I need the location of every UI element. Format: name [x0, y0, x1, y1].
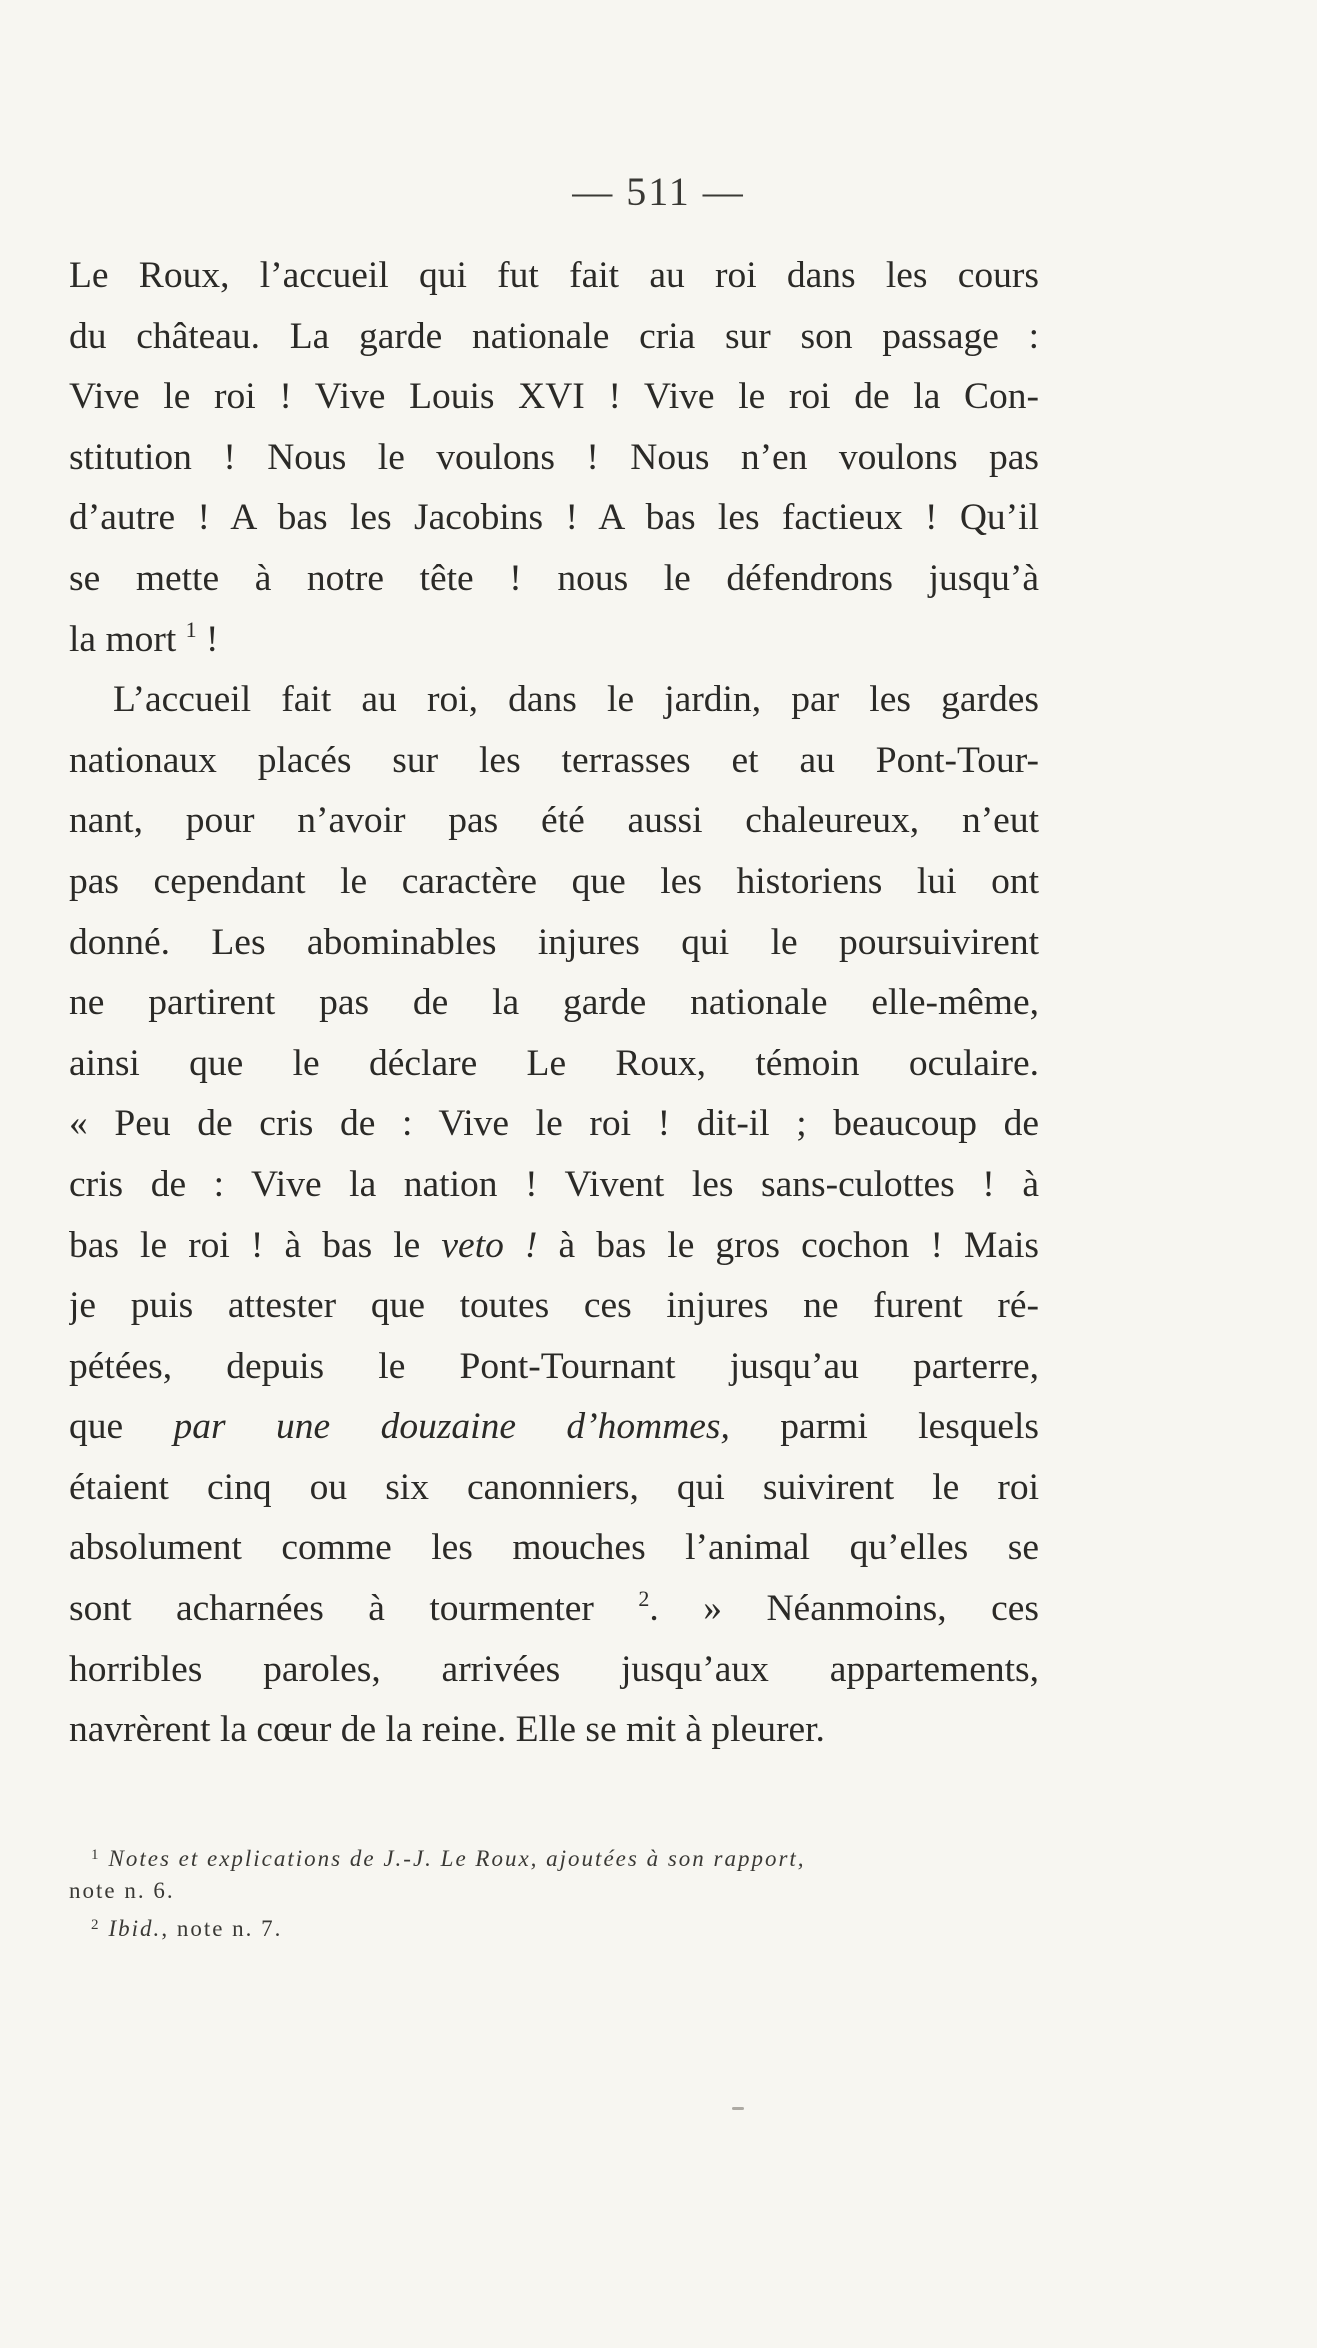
- text-segment: sont acharnées à tourmenter: [69, 1588, 639, 1630]
- text-line: [69, 1700, 1039, 1761]
- text-segment: nationaux placés sur les terrasses et au Pont-Tour-: [69, 739, 1039, 781]
- text-segment: navrèrent la cœur de la reine. Elle se mit à pleurer.: [69, 1709, 825, 1751]
- footnote-number: 2: [91, 1917, 101, 1933]
- footnote-line: [69, 1838, 1039, 1873]
- text-segment: L’accueil fait au roi, dans le jardin, par les gardes: [113, 679, 1039, 721]
- text-line: [69, 428, 1039, 489]
- text-segment: je puis attester que toutes ces injures ne furent ré-: [69, 1285, 1039, 1327]
- body-text: [69, 246, 1039, 1761]
- text-line: [69, 1640, 1039, 1701]
- text-line: [69, 307, 1039, 368]
- text-line: [69, 973, 1039, 1034]
- text-line: [69, 367, 1039, 428]
- text-segment: Vive le roi ! Vive Louis XVI ! Vive le roi de la Con-: [69, 376, 1039, 418]
- text-segment: . » Néanmoins, ces: [649, 1588, 1039, 1630]
- text-segment: donné. Les abominables injures qui le poursuivirent: [69, 921, 1039, 963]
- text-segment: pétées, depuis le Pont-Tournant jusqu’au parterre,: [69, 1345, 1039, 1387]
- text-segment: du château. La garde nationale cria sur son passage :: [69, 315, 1039, 357]
- footnote-reference: 2: [638, 1586, 650, 1612]
- text-line: [69, 731, 1039, 792]
- text-line: [69, 1579, 1039, 1640]
- text-line: [69, 1518, 1039, 1579]
- italic-text: Ibid.: [108, 1916, 162, 1941]
- footnotes: [69, 1838, 1039, 1943]
- text-line: [69, 1397, 1039, 1458]
- italic-text: Notes et explications de J.-J. Le Roux, ajoutées à son rapport,: [108, 1846, 806, 1871]
- footnote-number: 1: [91, 1847, 101, 1863]
- text-segment: se mette à notre tête ! nous le défendrons jusqu’à: [69, 557, 1039, 599]
- text-segment: note n. 6.: [69, 1878, 175, 1903]
- paper-speck: [732, 2107, 744, 2110]
- text-line: [69, 610, 1039, 671]
- text-segment: horribles paroles, arrivées jusqu’aux appartements,: [69, 1648, 1039, 1690]
- text-segment: que: [69, 1406, 174, 1448]
- italic-text: par une douzaine d’hommes,: [173, 1406, 730, 1448]
- text-line: [69, 1155, 1039, 1216]
- text-line: [69, 246, 1039, 307]
- text-line: [69, 1216, 1039, 1277]
- paragraph-first-line: [69, 670, 1039, 731]
- text-segment: nant, pour n’avoir pas été aussi chaleureux, n’eut: [69, 800, 1039, 842]
- text-segment: stitution ! Nous le voulons ! Nous n’en voulons pas: [69, 436, 1039, 478]
- text-segment: ainsi que le déclare Le Roux, témoin oculaire.: [69, 1042, 1039, 1084]
- text-segment: cris de : Vive la nation ! Vivent les sans-culottes ! à: [69, 1163, 1039, 1205]
- footnote-line: [69, 1908, 1039, 1943]
- text-line: [69, 1034, 1039, 1095]
- text-segment: ne partirent pas de la garde nationale elle-même,: [69, 982, 1039, 1024]
- text-segment: Le Roux, l’accueil qui fut fait au roi dans les cours: [69, 255, 1039, 296]
- text-segment: , note n. 7.: [161, 1916, 283, 1941]
- text-segment: parmi lesquels: [729, 1406, 1039, 1448]
- text-line: [69, 1276, 1039, 1337]
- text-line: [69, 549, 1039, 610]
- text-line: [69, 913, 1039, 974]
- footnote-reference: 1: [185, 616, 197, 642]
- text-line: [69, 852, 1039, 913]
- text-line: [69, 791, 1039, 852]
- text-segment: d’autre ! A bas les Jacobins ! A bas les factieux ! Qu’il: [69, 497, 1039, 539]
- text-segment: bas le roi ! à bas le: [69, 1224, 442, 1266]
- page-number: — 511 —: [572, 169, 745, 214]
- text-segment: la mort: [69, 618, 186, 660]
- text-segment: pas cependant le caractère que les historiens lui ont: [69, 860, 1039, 902]
- text-line: [69, 488, 1039, 549]
- text-line: [69, 1458, 1039, 1519]
- text-segment: absolument comme les mouches l’animal qu’elles se: [69, 1527, 1039, 1569]
- text-line: [69, 1337, 1039, 1398]
- italic-text: veto !: [441, 1224, 538, 1266]
- text-segment: à bas le gros cochon ! Mais: [537, 1224, 1039, 1266]
- text-line: [69, 1094, 1039, 1155]
- footnote-line: [69, 1873, 1039, 1908]
- text-segment: étaient cinq ou six canonniers, qui suivirent le roi: [69, 1466, 1039, 1508]
- text-segment: « Peu de cris de : Vive le roi ! dit-il ; beaucoup de: [69, 1103, 1039, 1145]
- text-segment: !: [196, 618, 219, 660]
